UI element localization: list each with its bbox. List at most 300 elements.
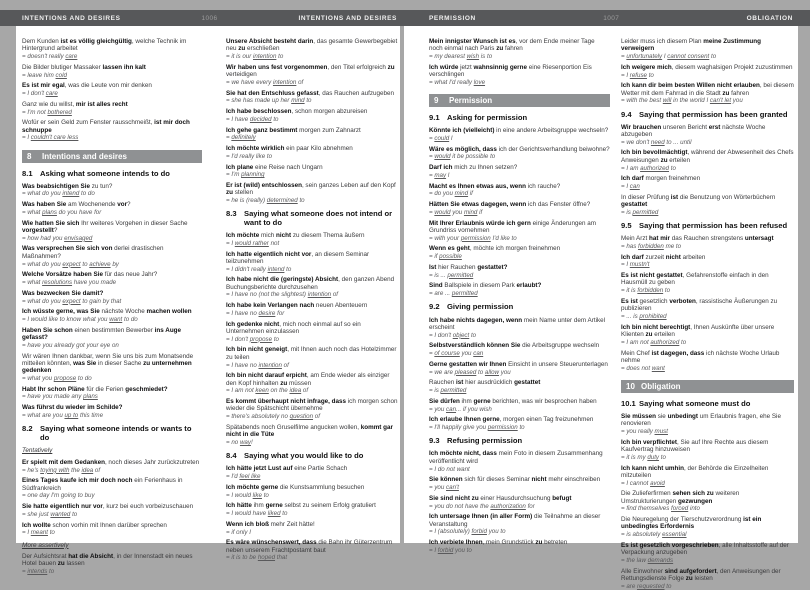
english-gloss: = I'll happily give you permission to	[429, 424, 525, 432]
german-phrase: Was versprechen Sie sich von derlei drastischen Maßnahmen?	[22, 245, 164, 260]
english-gloss: = do you mind if	[429, 190, 473, 198]
german-phrase: Unsere Absicht besteht darin, das gesamte Gewerbegebiet neu zu erschließen	[226, 38, 398, 53]
english-gloss: = no way!	[226, 438, 253, 446]
english-gloss: = leave him cold	[22, 71, 67, 79]
english-gloss: = may I	[429, 171, 450, 179]
english-gloss: = we have every intention of	[226, 78, 304, 86]
german-phrase: Ich wollte schon vorhin mit Ihnen darüber sprechen	[22, 521, 167, 529]
phrase-entry	[22, 404, 202, 419]
english-gloss: = would you mind if	[429, 208, 483, 216]
german-phrase: Er spielt mit dem Gedanken, noch dieses Jahr zurückzutreten	[22, 458, 200, 466]
english-gloss: = I (absolutely) forbid you to	[429, 528, 506, 536]
german-phrase: Es wäre wünschenswert, dass die Bahn ihr Güterzentrum neben unserem Frachtpostamt baut	[226, 539, 393, 554]
english-gloss: = I'm not bothered	[22, 108, 72, 116]
english-gloss: = what I'd really love	[429, 78, 486, 86]
phrase-entry	[22, 553, 202, 575]
english-gloss: = has forbidden me to	[621, 242, 682, 250]
german-phrase: Ich darf zurzeit nicht arbeiten	[621, 253, 706, 261]
phrase-entry	[226, 484, 399, 499]
phrase-entry	[429, 183, 610, 198]
german-phrase: Ich kann dir beim besten Willen nicht erlauben, bei diesem Wetter mit dem Fahrrad in die Stadt zu fahren	[621, 82, 794, 97]
subsection-title: Giving permission	[447, 302, 514, 312]
phrase-entry	[226, 346, 399, 368]
german-phrase: Leider muss ich diesem Plan meine Zustimmung verweigern	[621, 38, 761, 53]
english-gloss: = what do you expect to gain by that	[22, 297, 122, 305]
phrase-entry	[226, 182, 399, 204]
german-phrase: Ich hätte jetzt Lust auf eine Partie Schach	[226, 465, 348, 473]
phrase-entry	[621, 175, 794, 190]
section-bar	[22, 150, 202, 163]
subsection-heading	[429, 437, 610, 446]
german-phrase: Ich wüsste gerne, was Sie nächste Woche machen wollen	[22, 308, 192, 316]
phrase-entry	[226, 539, 399, 561]
german-phrase: Die Neuregelung der Tierschutzverordnung ist ein unbedingtes Erfordernis	[621, 516, 762, 531]
english-gloss: = have you already got your eye on	[22, 341, 119, 349]
phrase-entry	[429, 495, 610, 510]
german-phrase: Ich hatte eigentlich nicht vor, an diesem Seminar teilzunehmen	[226, 250, 370, 265]
german-phrase: Ich hätte ihm gerne selbst zu seinem Erfolg gratuliert	[226, 502, 376, 510]
german-phrase: Ich gehe ganz bestimmt morgen zum Zahnarzt	[226, 126, 361, 134]
english-gloss: = she just wanted to	[22, 510, 78, 518]
english-gloss: = what you propose to do	[22, 374, 92, 382]
phrase-entry	[22, 353, 202, 383]
german-phrase: Es ist gesetzlich vorgeschrieben, alle Inhaltsstoffe auf der Verpackung anzugeben	[621, 541, 789, 557]
english-gloss: = ... is prohibited	[621, 313, 667, 321]
german-phrase: Ich möchte nicht, dass mein Foto in diesem Zusammenhang veröffentlicht wird	[429, 450, 603, 465]
english-gloss: = I am authorized to	[621, 164, 676, 172]
phrase-entry	[22, 522, 202, 537]
german-phrase: Ich habe beschlossen, schon morgen abzureisen	[226, 108, 368, 116]
english-gloss: = there's absolutely no question of	[226, 413, 320, 421]
phrase-entry	[22, 386, 202, 401]
subsection-title: Saying that permission has been granted	[639, 109, 788, 119]
english-gloss: = I have no (not the slightest) intention of	[226, 291, 338, 299]
left-page-column-2	[226, 38, 399, 562]
phrase-entry	[429, 264, 610, 279]
german-phrase: Ich darf morgen freinehmen	[621, 175, 701, 183]
subsection-number: 8.2	[22, 424, 33, 434]
phrase-entry	[22, 308, 202, 323]
german-phrase: Ich habe nicht die (geringste) Absicht, den ganzen Abend Buchungsberichte durchzusehen	[226, 276, 395, 291]
phrase-entry	[429, 245, 610, 260]
english-gloss: = what are you up to this time	[22, 411, 104, 419]
phrase-entry	[226, 164, 399, 179]
german-phrase: Mein innigster Wunsch ist es, vor dem Ende meiner Tage noch einmal nach Paris zu fahren	[429, 38, 595, 53]
phrase-entry	[226, 145, 399, 160]
subsection-number: 9.1	[429, 113, 440, 123]
german-phrase: Sie können sich für dieses Seminar nicht mehr einschreiben	[429, 476, 601, 484]
english-gloss: = I don't propose to	[226, 335, 279, 343]
phrase-entry	[226, 302, 399, 317]
english-gloss: = I'd feel like	[226, 473, 261, 481]
german-phrase: Was haben Sie am Wochenende vor?	[22, 201, 131, 209]
english-gloss: = it is forbidden to	[621, 287, 671, 295]
english-gloss: = is permitted	[429, 387, 467, 395]
german-phrase: Dem Kunden ist es völlig gleichgültig, welche Technik im Hintergrund arbeitet	[22, 38, 187, 53]
english-gloss: = what do you intend to do	[22, 190, 95, 198]
english-gloss: = one day I'm going to buy	[22, 492, 95, 500]
english-gloss: = you can... if you wish	[429, 405, 492, 413]
running-head-title: INTENTIONS AND DESIRES	[22, 14, 121, 22]
german-phrase: Spätabends noch Gruselfilme angucken wollen, kommt gar nicht in die Tüte	[226, 423, 393, 439]
phrase-entry	[226, 127, 399, 142]
phrase-entry	[621, 413, 794, 435]
english-gloss: = if possible	[429, 253, 462, 261]
phrase-entry	[621, 490, 794, 512]
phrase-entry	[226, 372, 399, 394]
english-gloss: = I mustn't	[621, 261, 650, 269]
subsection-heading	[226, 452, 399, 461]
english-gloss: = I didn't really intend to	[226, 265, 292, 273]
english-gloss: = if only I	[226, 528, 251, 536]
phrase-entry	[621, 324, 794, 346]
phrase-entry	[621, 272, 794, 294]
phrase-entry	[22, 477, 202, 499]
english-gloss: = I couldn't care less	[22, 134, 79, 142]
phrase-entry	[226, 38, 399, 60]
phrase-entry	[22, 101, 202, 116]
phrase-entry	[226, 465, 399, 480]
subsection-title: Saying what someone must do	[639, 398, 751, 408]
german-phrase: Ich habe kein Verlangen nach neuen Abenteuern	[226, 302, 368, 310]
german-phrase: Ich bin bevollmächtigt, während der Abwesenheit des Chefs Anweisungen zu erteilen	[621, 149, 794, 164]
german-phrase: Die Bilder blutiger Massaker lassen ihn kalt	[22, 63, 146, 71]
german-phrase: Ich bin nicht berechtigt, Ihnen Auskünfte über unsere Klienten zu erteilen	[621, 323, 775, 339]
english-gloss: = you really must	[621, 428, 668, 436]
english-gloss: = I do not want	[429, 465, 470, 473]
german-phrase: Wenn ich bloß mehr Zeit hätte!	[226, 520, 315, 528]
english-gloss: = what plans do you have for	[22, 208, 102, 216]
section-title: Intentions and desires	[42, 151, 127, 161]
english-gloss: = I would like to	[226, 491, 269, 499]
phrase-entry	[226, 251, 399, 273]
phrase-entry	[22, 327, 202, 349]
phrase-entry	[621, 194, 794, 216]
phrase-entry	[226, 424, 399, 446]
phrase-entry	[22, 290, 202, 305]
phrase-entry	[429, 317, 610, 339]
subsection-number: 8.3	[226, 209, 237, 219]
phrase-entry	[621, 124, 794, 146]
english-gloss: = is ... permitted	[429, 271, 474, 279]
phrase-entry	[226, 398, 399, 420]
page-number: 1007	[603, 14, 620, 22]
running-head-left-page	[22, 10, 397, 26]
german-phrase: Was beabsichtigen Sie zu tun?	[22, 182, 113, 190]
subsection-number: 9.2	[429, 302, 440, 312]
english-gloss: = unfortunately I cannot consent to	[621, 53, 717, 61]
german-phrase: Wir haben uns fest vorgenommen, den Titel erfolgreich zu verteidigen	[226, 63, 395, 79]
english-gloss: = how had you envisaged	[22, 234, 93, 242]
right-page-column-1	[429, 38, 610, 554]
english-gloss: = you can't	[429, 484, 459, 492]
subsection-number: 9.3	[429, 436, 440, 446]
phrase-entry	[429, 513, 610, 535]
phrase-entry	[621, 568, 794, 590]
german-phrase: Es ist gesetzlich verboten, rassistische Äußerungen zu publizieren	[621, 297, 778, 313]
english-gloss: = I cannot avoid	[621, 479, 665, 487]
subsection-title: Saying what someone intends or wants to do	[40, 424, 192, 442]
subsection-heading	[226, 210, 399, 227]
german-phrase: Ich möchte mich nicht zu diesem Thema äußern	[226, 232, 365, 240]
phrase-entry	[621, 465, 794, 487]
subsection-heading	[429, 114, 610, 123]
german-phrase: Gerne gestatten wir Ihnen Einsicht in unsere Steuerunterlagen	[429, 360, 608, 368]
english-gloss: = he's toying with the idea of	[22, 466, 101, 474]
phrase-entry	[621, 254, 794, 269]
english-gloss: = I'm planning	[226, 171, 265, 179]
page-number: 1006	[201, 14, 218, 22]
phrase-entry	[226, 276, 399, 298]
phrase-entry	[621, 298, 794, 320]
german-phrase: Mein Chef ist dagegen, dass ich nächste Woche Urlaub nehme	[621, 349, 780, 364]
german-phrase: Ich untersage Ihnen (in aller Form) die Teilnahme an dieser Veranstaltung	[429, 513, 601, 528]
english-gloss: = what resolutions have you made	[22, 279, 117, 287]
english-gloss: = with your permission I'd like to	[429, 234, 517, 242]
german-phrase: Ganz wie du willst, mir ist alles recht	[22, 100, 128, 108]
english-gloss: = we are pleased to allow you	[429, 368, 511, 376]
english-gloss: = you do not have the authorization for	[429, 502, 535, 510]
subsection-title: Asking what someone intends to do	[40, 168, 170, 178]
phrase-entry	[621, 64, 794, 79]
section-title: Obligation	[641, 381, 681, 391]
english-gloss: = I don't object to	[429, 331, 477, 339]
running-head-title: INTENTIONS AND DESIRES	[298, 14, 397, 22]
english-gloss: = have you made any plans	[22, 393, 98, 401]
english-gloss: = I would like to know what you want to do	[22, 316, 138, 324]
left-page-column-1	[22, 38, 202, 576]
english-gloss: = of course you can	[429, 350, 484, 358]
german-phrase: Die Zulieferfirmen sehen sich zu weiteren Umstrukturierungen gezwungen	[621, 490, 740, 505]
german-phrase: Macht es Ihnen etwas aus, wenn ich rauche?	[429, 182, 561, 190]
register-label: Tentatively	[22, 447, 53, 455]
section-bar	[429, 94, 610, 107]
german-phrase: Haben Sie schon einen bestimmten Bewerber ins Auge gefasst?	[22, 326, 182, 342]
phrase-entry	[429, 164, 610, 179]
english-gloss: = I am not authorized to	[621, 338, 687, 346]
phrase-entry	[621, 149, 794, 171]
phrase-entry	[621, 82, 794, 104]
german-phrase: Wie hatten Sie sich Ihr weiteres Vorgehen in dieser Sache vorgestellt?	[22, 219, 188, 234]
phrase-entry	[22, 201, 202, 216]
phrase-entry	[429, 416, 610, 431]
phrase-entry	[429, 379, 610, 394]
german-phrase: Ich bin nicht darauf erpicht, am Ende wieder als einziger den Kopf hinhalten zu müssen	[226, 372, 390, 387]
german-phrase: Es kommt überhaupt nicht infrage, dass ich morgen schon wieder die Spätschicht übernehme	[226, 398, 398, 413]
subsection-heading	[22, 170, 202, 179]
english-gloss: = I am not keen on the idea of	[226, 387, 309, 395]
german-phrase: Er ist (wild) entschlossen, sein ganzes Leben auf den Kopf zu stellen	[226, 182, 396, 197]
german-phrase: Ist hier Rauchen gestattet?	[429, 263, 508, 271]
phrase-entry	[22, 271, 202, 286]
phrase-entry	[429, 38, 610, 60]
german-phrase: Ich möchte gerne die Kunstsammlung besuchen	[226, 483, 365, 491]
german-phrase: In dieser Prüfung ist die Benutzung von Wörterbüchern gestattet	[621, 193, 776, 209]
subsection-number: 8.4	[226, 451, 237, 461]
english-gloss: = are ... permitted	[429, 290, 478, 298]
german-phrase: Eines Tages kaufe ich mir doch noch ein Ferienhaus in Südfrankreich	[22, 477, 183, 492]
english-gloss: = she has made up her mind to	[226, 97, 312, 105]
running-head-right-page	[429, 10, 793, 26]
english-gloss: = it is our intention to	[226, 53, 284, 61]
subsection-heading	[22, 425, 202, 442]
german-phrase: Wir wären Ihnen dankbar, wenn Sie uns bis zum Monatsende mitteilen könnten, was Sie in dieser Sache zu unternehmen gedenken	[22, 352, 194, 375]
german-phrase: Alle Einwohner sind aufgefordert, den Anweisungen der Rettungsdienste Folge zu leisten	[621, 567, 781, 583]
subsection-title: Saying what you would like to do	[244, 451, 364, 461]
phrase-entry	[429, 342, 610, 357]
german-phrase: Wir brauchen unseren Bericht erst nächste Woche abzugeben	[621, 123, 766, 138]
english-gloss: = I would rather not	[226, 239, 280, 247]
phrase-entry	[429, 539, 610, 554]
phrase-entry	[429, 146, 610, 161]
english-gloss: = I have no desire for	[226, 309, 285, 317]
phrase-entry	[429, 450, 610, 472]
phrase-entry	[22, 220, 202, 242]
german-phrase: Es ist nicht gestattet, Gefahrenstoffe einfach in den Hausmüll zu geben	[621, 272, 769, 287]
phrase-entry	[22, 503, 202, 518]
german-phrase: Der Aufsichtsrat hat die Absicht, in der Innenstadt ein neues Hotel bauen zu lassen	[22, 553, 193, 568]
phrase-entry	[429, 476, 610, 491]
subsection-number: 9.4	[621, 109, 632, 119]
german-phrase: Wofür er sein Geld zum Fenster rausschmeißt, ist mir doch schnuppe	[22, 119, 190, 134]
phrase-entry	[22, 64, 202, 79]
english-gloss: = is permitted	[621, 208, 659, 216]
phrase-entry	[22, 82, 202, 97]
german-phrase: Ich möchte wirklich ein paar Kilo abnehmen	[226, 145, 353, 153]
german-phrase: Es ist mir egal, was die Leute von mir denken	[22, 82, 152, 90]
phrase-entry	[226, 502, 399, 517]
german-phrase: Ich erlaube Ihnen gerne, morgen einen Tag freizunehmen	[429, 416, 594, 424]
phrase-entry	[621, 38, 794, 60]
subsection-number: 9.5	[621, 221, 632, 231]
german-phrase: Sie müssen sie unbedingt um Erlaubnis fragen, ehe Sie renovieren	[621, 412, 781, 428]
english-gloss: = my dearest wish is to	[429, 53, 493, 61]
phrase-entry	[22, 459, 202, 474]
german-phrase: Mit Ihrer Erlaubnis würde ich gern einige Änderungen am Grundriss vornehmen	[429, 219, 596, 234]
german-phrase: Wenn es geht, möchte ich morgen freinehmen	[429, 245, 561, 253]
phrase-entry	[226, 232, 399, 247]
phrase-entry	[621, 439, 794, 461]
german-phrase: Mein Arzt hat mir das Rauchen strengstens untersagt	[621, 235, 774, 243]
english-gloss: = doesn't really care	[22, 53, 78, 61]
phrase-entry	[429, 64, 610, 86]
german-phrase: Sie hat den Entschluss gefasst, das Rauchen aufzugeben	[226, 89, 395, 97]
section-bar	[621, 380, 794, 393]
phrase-entry	[621, 350, 794, 372]
german-phrase: Ich plane eine Reise nach Ungarn	[226, 163, 323, 171]
section-title: Permission	[449, 96, 493, 106]
subsection-heading	[621, 400, 794, 409]
german-phrase: Was bezwecken Sie damit?	[22, 289, 104, 297]
phrase-entry	[22, 245, 202, 267]
english-gloss: = could I	[429, 134, 453, 142]
phrase-entry	[429, 220, 610, 242]
english-gloss: = I'd really like to	[226, 152, 273, 160]
phrase-entry	[621, 235, 794, 250]
english-gloss: = he is (really) determined to	[226, 197, 305, 205]
right-page-column-2	[621, 38, 794, 590]
english-gloss: = does not want	[621, 364, 665, 372]
english-gloss: = I forbid you to	[429, 546, 472, 554]
english-gloss: = what do you expect to achieve by	[22, 260, 119, 268]
german-phrase: Ich würde jetzt wahnsinnig gerne eine Riesenportion Eis verschlingen	[429, 63, 592, 79]
german-phrase: Hätten Sie etwas dagegen, wenn ich das Fenster öffne?	[429, 201, 591, 209]
german-phrase: Darf ich mich zu Ihnen setzen?	[429, 164, 518, 172]
running-head-bar	[0, 10, 810, 26]
german-phrase: Sie sind nicht zu einer Hausdurchsuchung befugt	[429, 494, 572, 502]
german-phrase: Rauchen ist hier ausdrücklich gestattet	[429, 379, 541, 387]
register-label: More assertively	[22, 541, 69, 549]
english-gloss: = I don't care	[22, 90, 58, 98]
section-number: 8	[27, 151, 32, 161]
german-phrase: Sie dürfen ihm gerne berichten, was wir besprochen haben	[429, 397, 597, 405]
phrase-entry	[226, 90, 399, 105]
running-head-title: PERMISSION	[429, 14, 476, 22]
phrase-entry	[621, 516, 794, 538]
english-gloss: = with the best will in the world I can't let you	[621, 97, 743, 105]
german-phrase: Sie hatte eigentlich nur vor, kurz bei euch vorbeizuschauen	[22, 503, 194, 511]
phrase-entry	[226, 321, 399, 343]
german-phrase: Habt Ihr schon Pläne für die Ferien geschmiedet?	[22, 385, 168, 393]
subsection-title: Asking for permission	[447, 113, 528, 123]
phrase-entry	[22, 119, 202, 141]
subsection-heading	[621, 111, 794, 120]
english-gloss: = it is my duty to	[621, 453, 666, 461]
english-gloss: = I would have liked to	[226, 510, 288, 518]
english-gloss: = I meant to	[22, 529, 55, 537]
section-number: 9	[434, 96, 439, 106]
subsection-number: 10.1	[621, 398, 636, 408]
subsection-heading	[621, 222, 794, 231]
subsection-title: Refusing permission	[447, 436, 523, 446]
phrase-entry	[429, 361, 610, 376]
running-head-title: OBLIGATION	[746, 14, 793, 22]
phrase-entry	[429, 282, 610, 297]
english-gloss: = I refuse to	[621, 71, 654, 79]
phrase-entry	[429, 201, 610, 216]
german-phrase: Ich bin nicht geneigt, mit Ihnen auch noch das Hotelzimmer zu teilen	[226, 346, 397, 361]
english-gloss: = find themselves forced into	[621, 505, 700, 513]
phrase-entry	[226, 64, 399, 86]
subsection-title: Saying what someone does not intend or want to do	[244, 209, 393, 227]
english-gloss: = I can	[621, 183, 640, 191]
phrase-entry	[621, 542, 794, 564]
english-gloss: = is absolutely essential	[621, 531, 687, 539]
german-phrase: Ich bin verpflichtet, Sie auf Ihre Rechte aus diesem Kaufvertrag hinzuweisen	[621, 438, 769, 454]
german-phrase: Selbstverständlich können Sie die Arbeitsgruppe wechseln	[429, 342, 600, 350]
english-gloss: = would it be possible to	[429, 153, 496, 161]
phrase-entry	[429, 398, 610, 413]
phrase-entry	[226, 521, 399, 536]
german-phrase: Ich weigere mich, diesem waghalsigen Projekt zuzustimmen	[621, 63, 793, 71]
english-gloss: = we don't need to ... until	[621, 138, 692, 146]
english-gloss: = it is to be hoped that	[226, 554, 288, 562]
section-number: 10	[626, 381, 635, 391]
subsection-number: 8.1	[22, 168, 33, 178]
german-phrase: Ich kann nicht umhin, der Behörde die Einzelheiten mitzuteilen	[621, 464, 769, 479]
phrase-entry	[226, 108, 399, 123]
subsection-heading	[429, 303, 610, 312]
german-phrase: Welche Vorsätze haben Sie für das neue Jahr?	[22, 271, 158, 279]
phrase-entry	[22, 38, 202, 60]
english-gloss: = I have no intention of	[226, 361, 289, 369]
english-gloss: = the law demands	[621, 557, 674, 565]
german-phrase: Was führst du wieder im Schilde?	[22, 404, 123, 412]
phrase-entry	[22, 183, 202, 198]
phrase-entry	[429, 127, 610, 142]
english-gloss: = definitely	[226, 134, 256, 142]
german-phrase: Ich verbiete Ihnen, mein Grundstück zu betreten	[429, 539, 568, 547]
